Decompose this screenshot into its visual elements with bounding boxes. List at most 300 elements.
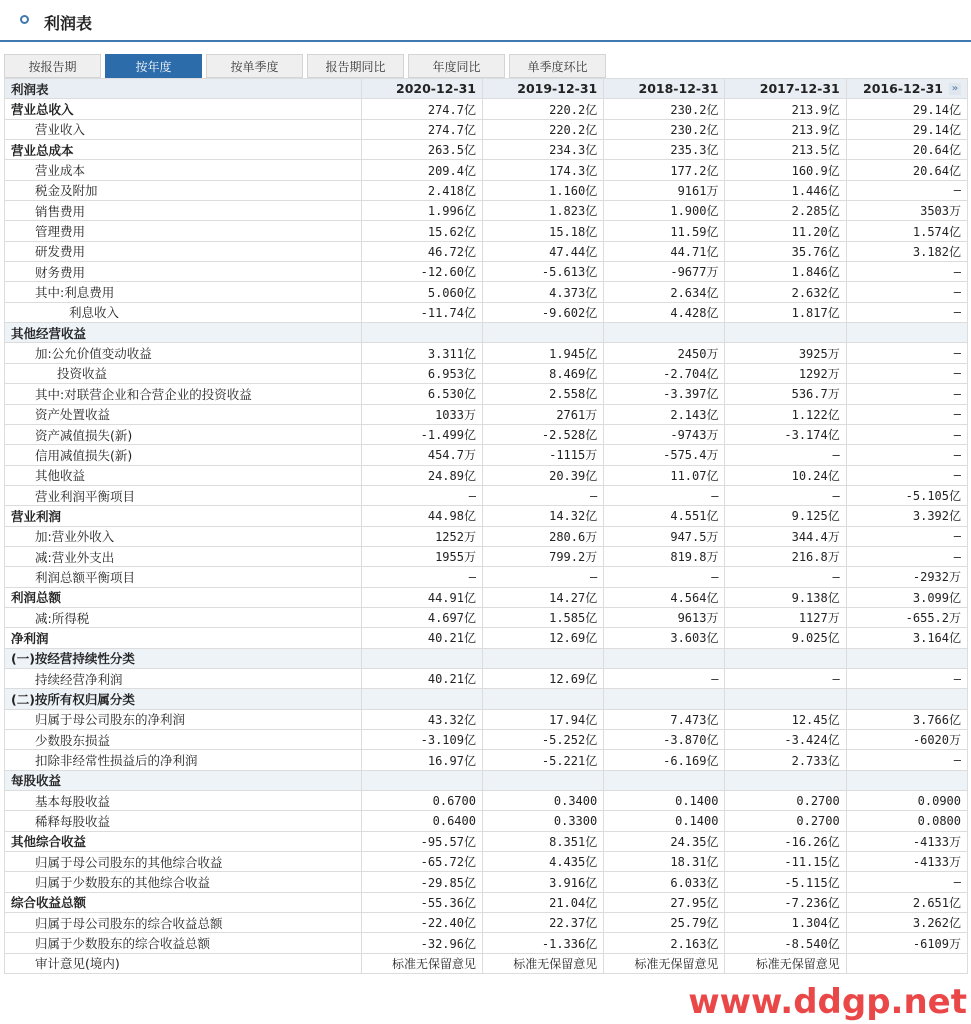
row-value: — [361,567,482,587]
row-value: 3.182亿 [846,241,967,261]
header-period-4[interactable]: 2017-12-31 [725,79,846,99]
table-row [5,526,968,546]
row-value: 0.2700 [725,811,846,831]
table-row [5,384,968,404]
row-value: 3.916亿 [482,872,603,892]
row-label: 研发费用 [5,241,362,261]
row-value [361,648,482,668]
row-value: 7.473亿 [604,709,725,729]
row-value: -55.36亿 [361,892,482,912]
row-value: 1.945亿 [482,343,603,363]
row-label: 加:公允价值变动收益 [5,343,362,363]
table-row [5,465,968,485]
row-value: 4.373亿 [482,282,603,302]
table-row [5,506,968,526]
row-value: 1252万 [361,526,482,546]
header-period-1[interactable]: 2020-12-31 [361,79,482,99]
row-value: 29.14亿 [846,99,967,119]
table-row [5,119,968,139]
row-value: — [846,750,967,770]
row-value: 46.72亿 [361,241,482,261]
table-row [5,587,968,607]
row-value: 12.45亿 [725,709,846,729]
row-value: 43.32亿 [361,709,482,729]
table-row [5,852,968,872]
table-row [5,221,968,241]
row-value: — [482,485,603,505]
row-value: 40.21亿 [361,668,482,688]
header-label: 利润表 [5,79,362,99]
row-value: 0.3300 [482,811,603,831]
row-value: 44.98亿 [361,506,482,526]
row-label: 营业利润 [5,506,362,526]
row-value [361,323,482,343]
row-label: 利润总额 [5,587,362,607]
row-label: 减:所得税 [5,607,362,627]
table-row [5,933,968,953]
row-value: 344.4万 [725,526,846,546]
row-value: 4.564亿 [604,587,725,607]
row-value: 20.64亿 [846,140,967,160]
row-value: 1.304亿 [725,913,846,933]
row-label: 归属于母公司股东的其他综合收益 [5,852,362,872]
row-value: 174.3亿 [482,160,603,180]
row-value: 216.8万 [725,546,846,566]
panel-title: 利润表 [44,14,93,33]
row-value: 280.6万 [482,526,603,546]
row-value: -3.174亿 [725,424,846,444]
row-value: -3.424亿 [725,730,846,750]
table-header-row [5,79,968,99]
row-value: -95.57亿 [361,831,482,851]
table-row [5,811,968,831]
row-value: 213.9亿 [725,99,846,119]
row-value: 11.07亿 [604,465,725,485]
header-period-5[interactable] [846,79,967,99]
row-value: 标准无保留意见 [604,953,725,973]
row-value: — [846,363,967,383]
row-label: 销售费用 [5,201,362,221]
row-value: 0.6400 [361,811,482,831]
row-value: 1.817亿 [725,302,846,322]
row-value: -9677万 [604,262,725,282]
row-value: 24.89亿 [361,465,482,485]
table-row [5,485,968,505]
row-label: 营业利润平衡项目 [5,485,362,505]
row-value: — [846,668,967,688]
row-value: 6.953亿 [361,363,482,383]
row-value: 3.099亿 [846,587,967,607]
row-value: -575.4万 [604,445,725,465]
table-row [5,648,968,668]
row-label: 稀释每股收益 [5,811,362,831]
row-label: 利息收入 [5,302,362,322]
row-label: (一)按经营持续性分类 [5,648,362,668]
table-row [5,872,968,892]
row-value: -12.60亿 [361,262,482,282]
row-value: 14.27亿 [482,587,603,607]
row-value [604,323,725,343]
row-value: 21.04亿 [482,892,603,912]
income-statement-table [4,78,968,974]
row-value: 9161万 [604,180,725,200]
row-value: 2761万 [482,404,603,424]
row-value [482,323,603,343]
row-value: 20.64亿 [846,160,967,180]
row-value: — [846,465,967,485]
table-row [5,709,968,729]
row-value: -3.109亿 [361,730,482,750]
row-label: 营业总收入 [5,99,362,119]
row-value: 1.585亿 [482,607,603,627]
row-value: 3503万 [846,201,967,221]
row-value: 3925万 [725,343,846,363]
row-value: — [846,302,967,322]
table-row [5,180,968,200]
row-value: 2.143亿 [604,404,725,424]
table-row [5,668,968,688]
row-label: 归属于少数股东的其他综合收益 [5,872,362,892]
table-row [5,302,968,322]
tab-0[interactable]: 按报告期 [4,54,101,78]
row-label: 营业总成本 [5,140,362,160]
row-value: -9.602亿 [482,302,603,322]
row-label: 审计意见(境内) [5,953,362,973]
row-value: 2.418亿 [361,180,482,200]
row-value [725,648,846,668]
row-value: 230.2亿 [604,119,725,139]
row-label: 归属于母公司股东的综合收益总额 [5,913,362,933]
row-value: — [846,404,967,424]
row-value: -3.870亿 [604,730,725,750]
row-value: -5.221亿 [482,750,603,770]
row-value: 11.59亿 [604,221,725,241]
panel-header [0,0,971,42]
row-value: 22.37亿 [482,913,603,933]
row-value: 2.163亿 [604,933,725,953]
row-value: 234.3亿 [482,140,603,160]
row-value: 16.97亿 [361,750,482,770]
table-row [5,424,968,444]
row-value: 2.632亿 [725,282,846,302]
row-value: 25.79亿 [604,913,725,933]
row-value: 2.558亿 [482,384,603,404]
row-value: 47.44亿 [482,241,603,261]
table-row [5,750,968,770]
row-value: 3.766亿 [846,709,967,729]
row-value: 213.9亿 [725,119,846,139]
row-label: 营业收入 [5,119,362,139]
row-value: 标准无保留意见 [361,953,482,973]
row-value: — [725,668,846,688]
row-value: 6.033亿 [604,872,725,892]
row-value [361,689,482,709]
row-value: 15.62亿 [361,221,482,241]
row-value: -6020万 [846,730,967,750]
row-value: 0.0900 [846,791,967,811]
tab-4[interactable]: 年度同比 [408,54,505,78]
row-value: -5.613亿 [482,262,603,282]
table-row [5,953,968,973]
row-value: -11.15亿 [725,852,846,872]
row-label: 财务费用 [5,262,362,282]
row-value: — [846,384,967,404]
row-value: -6.169亿 [604,750,725,770]
row-value: -4133万 [846,831,967,851]
row-value: 947.5万 [604,526,725,546]
row-value: — [846,180,967,200]
row-value: — [361,485,482,505]
row-value: — [482,567,603,587]
row-value: 44.91亿 [361,587,482,607]
row-label: 加:营业外收入 [5,526,362,546]
row-value: -2932万 [846,567,967,587]
row-value: -5.115亿 [725,872,846,892]
row-value: 3.262亿 [846,913,967,933]
table-row [5,730,968,750]
row-value: 0.2700 [725,791,846,811]
row-value: 12.69亿 [482,668,603,688]
row-value: -1115万 [482,445,603,465]
row-value: 3.603亿 [604,628,725,648]
row-value: 9613万 [604,607,725,627]
row-value: 1033万 [361,404,482,424]
row-value: — [846,262,967,282]
row-value: 40.21亿 [361,628,482,648]
row-value: -29.85亿 [361,872,482,892]
row-value: 263.5亿 [361,140,482,160]
row-value [846,323,967,343]
row-label: 税金及附加 [5,180,362,200]
row-value: 4.435亿 [482,852,603,872]
row-value: — [725,445,846,465]
row-value: 27.95亿 [604,892,725,912]
row-value: 2.733亿 [725,750,846,770]
row-value: 3.311亿 [361,343,482,363]
row-value: 536.7万 [725,384,846,404]
row-value: 799.2万 [482,546,603,566]
table-row [5,343,968,363]
row-value: 5.060亿 [361,282,482,302]
row-value: -32.96亿 [361,933,482,953]
row-value: -2.528亿 [482,424,603,444]
row-value [846,648,967,668]
row-value: -9743万 [604,424,725,444]
row-label: 投资收益 [5,363,362,383]
table-row [5,262,968,282]
row-label: 综合收益总额 [5,892,362,912]
row-label: 减:营业外支出 [5,546,362,566]
row-label: 资产减值损失(新) [5,424,362,444]
row-value [361,770,482,790]
row-value: 4.551亿 [604,506,725,526]
row-label: 管理费用 [5,221,362,241]
row-label: (二)按所有权归属分类 [5,689,362,709]
row-value [604,648,725,668]
table-row [5,791,968,811]
row-value: — [846,526,967,546]
row-value: -1.336亿 [482,933,603,953]
row-value: 29.14亿 [846,119,967,139]
row-label: 归属于少数股东的综合收益总额 [5,933,362,953]
table-row [5,363,968,383]
row-value: 10.24亿 [725,465,846,485]
table-row [5,241,968,261]
row-value: 1.160亿 [482,180,603,200]
row-label: 其他经营收益 [5,323,362,343]
row-value: 160.9亿 [725,160,846,180]
row-value: 1.846亿 [725,262,846,282]
row-value: 9.125亿 [725,506,846,526]
row-value: 2.285亿 [725,201,846,221]
row-value: 12.69亿 [482,628,603,648]
row-value: 1.446亿 [725,180,846,200]
row-value [846,689,967,709]
row-value: 11.20亿 [725,221,846,241]
row-value: 1955万 [361,546,482,566]
row-value: — [725,485,846,505]
row-value: 20.39亿 [482,465,603,485]
row-label: 其中:利息费用 [5,282,362,302]
row-label: 其他收益 [5,465,362,485]
row-value: 8.469亿 [482,363,603,383]
row-value: 9.025亿 [725,628,846,648]
row-value [604,689,725,709]
tab-2[interactable]: 按单季度 [206,54,303,78]
row-value: 0.3400 [482,791,603,811]
row-label: 每股收益 [5,770,362,790]
row-value: -6109万 [846,933,967,953]
table-row [5,445,968,465]
row-value: -4133万 [846,852,967,872]
row-value: 209.4亿 [361,160,482,180]
table-row [5,913,968,933]
row-value: 17.94亿 [482,709,603,729]
row-value: 1292万 [725,363,846,383]
row-value: — [846,872,967,892]
row-label: 其他综合收益 [5,831,362,851]
row-value: 1.574亿 [846,221,967,241]
row-label: 净利润 [5,628,362,648]
row-value: 454.7万 [361,445,482,465]
row-value: 220.2亿 [482,119,603,139]
row-value: 15.18亿 [482,221,603,241]
row-value [846,953,967,973]
row-value: -1.499亿 [361,424,482,444]
table-row [5,99,968,119]
row-value: 3.392亿 [846,506,967,526]
row-value: 0.1400 [604,791,725,811]
table-row [5,323,968,343]
row-value: -7.236亿 [725,892,846,912]
row-value: 8.351亿 [482,831,603,851]
row-label: 扣除非经常性损益后的净利润 [5,750,362,770]
row-value [725,323,846,343]
row-value [725,770,846,790]
row-value: -22.40亿 [361,913,482,933]
row-value: 18.31亿 [604,852,725,872]
row-value: 2.651亿 [846,892,967,912]
row-value: — [846,546,967,566]
table-body [5,99,968,974]
row-value: -5.252亿 [482,730,603,750]
row-value: — [604,668,725,688]
table-row [5,892,968,912]
row-label: 信用减值损失(新) [5,445,362,465]
tab-1[interactable]: 按年度 [105,54,202,78]
row-value: 标准无保留意见 [725,953,846,973]
watermark: www.ddgp.net [688,982,967,1022]
row-label: 资产处置收益 [5,404,362,424]
row-value: 0.1400 [604,811,725,831]
row-value [482,689,603,709]
table-row [5,831,968,851]
row-value: 819.8万 [604,546,725,566]
row-label: 其中:对联营企业和合营企业的投资收益 [5,384,362,404]
income-statement-table-wrap [4,78,968,974]
row-value: -8.540亿 [725,933,846,953]
row-value: — [846,445,967,465]
row-value: 230.2亿 [604,99,725,119]
row-value: 0.0800 [846,811,967,831]
tab-5[interactable]: 单季度环比 [509,54,606,78]
table-row [5,282,968,302]
circle-bullet-icon [20,15,29,24]
row-label: 利润总额平衡项目 [5,567,362,587]
header-period-2[interactable]: 2019-12-31 [482,79,603,99]
table-row [5,404,968,424]
row-value [604,770,725,790]
row-value: 0.6700 [361,791,482,811]
table-row [5,567,968,587]
row-value: -16.26亿 [725,831,846,851]
row-value: — [725,567,846,587]
row-value: 24.35亿 [604,831,725,851]
row-value: — [846,282,967,302]
row-label: 基本每股收益 [5,791,362,811]
row-value: 1127万 [725,607,846,627]
row-value [482,770,603,790]
row-value: -65.72亿 [361,852,482,872]
row-value: 2.634亿 [604,282,725,302]
row-value: 274.7亿 [361,119,482,139]
scroll-right-icon[interactable]: » [949,83,961,95]
row-value: -5.105亿 [846,485,967,505]
row-value [725,689,846,709]
row-value: 235.3亿 [604,140,725,160]
row-value: 1.996亿 [361,201,482,221]
row-label: 少数股东损益 [5,730,362,750]
table-row [5,689,968,709]
row-value: 1.900亿 [604,201,725,221]
row-value: 35.76亿 [725,241,846,261]
row-value: -2.704亿 [604,363,725,383]
row-value: 6.530亿 [361,384,482,404]
row-label: 归属于母公司股东的净利润 [5,709,362,729]
header-period-3[interactable]: 2018-12-31 [604,79,725,99]
row-value: 2450万 [604,343,725,363]
table-row [5,770,968,790]
tab-3[interactable]: 报告期同比 [307,54,404,78]
row-value: -11.74亿 [361,302,482,322]
row-value: 274.7亿 [361,99,482,119]
row-value: 标准无保留意见 [482,953,603,973]
row-value: -655.2万 [846,607,967,627]
row-value: 1.122亿 [725,404,846,424]
row-value: — [604,485,725,505]
row-value: -3.397亿 [604,384,725,404]
row-value: — [846,343,967,363]
